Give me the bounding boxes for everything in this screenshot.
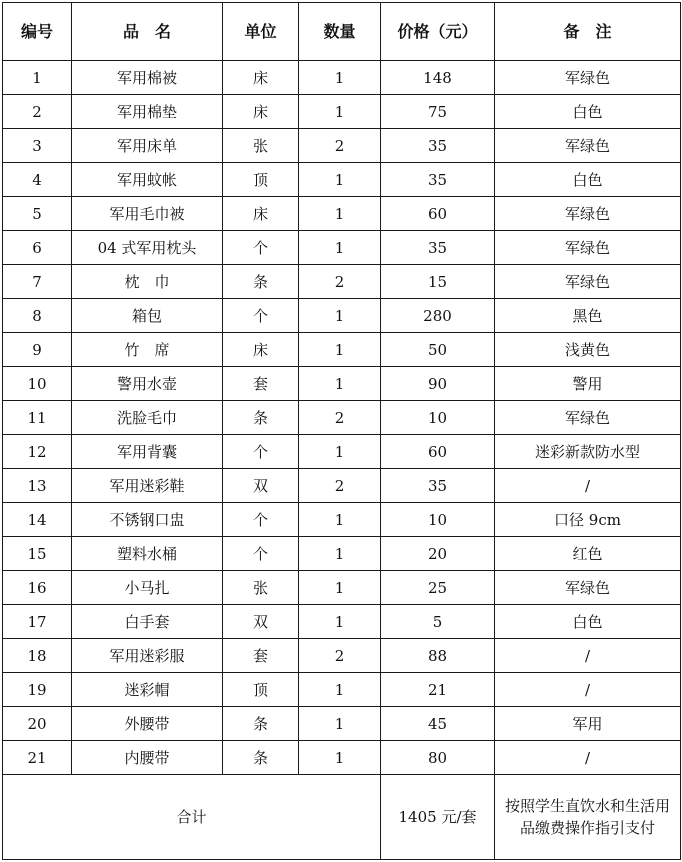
cell-item-name: 军用棉被	[72, 61, 223, 95]
cell-item-name: 军用迷彩服	[72, 639, 223, 673]
cell-item-name: 军用毛巾被	[72, 197, 223, 231]
cell-remarks: 迷彩新款防水型	[495, 435, 681, 469]
table-row	[3, 673, 681, 707]
supply-price-table	[2, 2, 681, 860]
cell-item-name: 内腰带	[72, 741, 223, 775]
cell-item-name: 塑料水桶	[72, 537, 223, 571]
cell-unit: 张	[223, 129, 299, 163]
header-row	[3, 3, 681, 61]
cell-unit: 套	[223, 367, 299, 401]
cell-unit: 条	[223, 707, 299, 741]
cell-quantity: 1	[299, 571, 381, 605]
table-row	[3, 197, 681, 231]
table-row	[3, 707, 681, 741]
cell-unit: 顶	[223, 163, 299, 197]
cell-remarks: 红色	[495, 537, 681, 571]
cell-price: 148	[381, 61, 495, 95]
cell-number: 13	[3, 469, 72, 503]
cell-unit: 床	[223, 333, 299, 367]
cell-quantity: 1	[299, 231, 381, 265]
cell-number: 14	[3, 503, 72, 537]
cell-number: 15	[3, 537, 72, 571]
cell-price: 50	[381, 333, 495, 367]
table-row	[3, 61, 681, 95]
cell-remarks: 黑色	[495, 299, 681, 333]
header-price: 价格（元）	[381, 3, 495, 61]
table-row	[3, 367, 681, 401]
cell-item-name: 不锈钢口盅	[72, 503, 223, 537]
cell-remarks: 军绿色	[495, 571, 681, 605]
cell-unit: 条	[223, 401, 299, 435]
cell-price: 25	[381, 571, 495, 605]
cell-quantity: 1	[299, 435, 381, 469]
cell-quantity: 1	[299, 503, 381, 537]
cell-unit: 条	[223, 265, 299, 299]
cell-number: 12	[3, 435, 72, 469]
cell-price: 60	[381, 197, 495, 231]
total-price: 1405 元/套	[381, 775, 495, 860]
table-row	[3, 129, 681, 163]
cell-quantity: 1	[299, 197, 381, 231]
cell-item-name: 警用水壶	[72, 367, 223, 401]
cell-quantity: 1	[299, 299, 381, 333]
cell-price: 35	[381, 163, 495, 197]
cell-price: 10	[381, 401, 495, 435]
cell-price: 80	[381, 741, 495, 775]
cell-item-name: 04 式军用枕头	[72, 231, 223, 265]
cell-quantity: 2	[299, 401, 381, 435]
cell-number: 21	[3, 741, 72, 775]
table-row	[3, 503, 681, 537]
cell-number: 8	[3, 299, 72, 333]
cell-quantity: 1	[299, 333, 381, 367]
cell-unit: 床	[223, 61, 299, 95]
cell-item-name: 军用床单	[72, 129, 223, 163]
cell-quantity: 2	[299, 265, 381, 299]
cell-remarks: 军绿色	[495, 129, 681, 163]
cell-price: 280	[381, 299, 495, 333]
cell-price: 35	[381, 231, 495, 265]
cell-price: 15	[381, 265, 495, 299]
cell-unit: 床	[223, 197, 299, 231]
cell-item-name: 白手套	[72, 605, 223, 639]
cell-item-name: 外腰带	[72, 707, 223, 741]
table-body	[3, 61, 681, 775]
cell-unit: 张	[223, 571, 299, 605]
cell-unit: 床	[223, 95, 299, 129]
table-row	[3, 265, 681, 299]
header-number: 编号	[3, 3, 72, 61]
cell-number: 20	[3, 707, 72, 741]
cell-number: 16	[3, 571, 72, 605]
cell-price: 90	[381, 367, 495, 401]
cell-number: 9	[3, 333, 72, 367]
total-label: 合计	[3, 775, 381, 860]
cell-number: 7	[3, 265, 72, 299]
cell-item-name: 军用蚊帐	[72, 163, 223, 197]
cell-quantity: 1	[299, 163, 381, 197]
cell-number: 1	[3, 61, 72, 95]
cell-unit: 双	[223, 605, 299, 639]
cell-remarks: 军绿色	[495, 197, 681, 231]
cell-quantity: 1	[299, 741, 381, 775]
cell-item-name: 小马扎	[72, 571, 223, 605]
cell-number: 17	[3, 605, 72, 639]
cell-item-name: 军用迷彩鞋	[72, 469, 223, 503]
cell-remarks: /	[495, 673, 681, 707]
table-row	[3, 469, 681, 503]
table-row	[3, 231, 681, 265]
cell-remarks: 军绿色	[495, 231, 681, 265]
table-row	[3, 401, 681, 435]
cell-item-name: 军用背囊	[72, 435, 223, 469]
cell-remarks: 军绿色	[495, 401, 681, 435]
cell-quantity: 1	[299, 673, 381, 707]
cell-quantity: 1	[299, 537, 381, 571]
cell-number: 5	[3, 197, 72, 231]
cell-remarks: /	[495, 469, 681, 503]
cell-price: 35	[381, 469, 495, 503]
cell-quantity: 2	[299, 129, 381, 163]
table-row	[3, 299, 681, 333]
cell-quantity: 1	[299, 367, 381, 401]
cell-remarks: 白色	[495, 95, 681, 129]
header-quantity: 数量	[299, 3, 381, 61]
cell-quantity: 1	[299, 707, 381, 741]
cell-item-name: 军用棉垫	[72, 95, 223, 129]
cell-unit: 个	[223, 435, 299, 469]
cell-remarks: 军用	[495, 707, 681, 741]
cell-item-name: 竹 席	[72, 333, 223, 367]
cell-remarks: 口径 9cm	[495, 503, 681, 537]
cell-unit: 个	[223, 299, 299, 333]
cell-price: 5	[381, 605, 495, 639]
table-row	[3, 435, 681, 469]
cell-unit: 双	[223, 469, 299, 503]
cell-item-name: 洗脸毛巾	[72, 401, 223, 435]
cell-unit: 个	[223, 537, 299, 571]
header-unit: 单位	[223, 3, 299, 61]
cell-number: 10	[3, 367, 72, 401]
cell-item-name: 枕 巾	[72, 265, 223, 299]
total-row	[3, 775, 681, 860]
cell-unit: 套	[223, 639, 299, 673]
cell-number: 6	[3, 231, 72, 265]
cell-remarks: 警用	[495, 367, 681, 401]
cell-unit: 个	[223, 503, 299, 537]
cell-number: 2	[3, 95, 72, 129]
header-item-name: 品 名	[72, 3, 223, 61]
cell-quantity: 1	[299, 95, 381, 129]
cell-price: 88	[381, 639, 495, 673]
cell-quantity: 1	[299, 61, 381, 95]
cell-remarks: /	[495, 741, 681, 775]
cell-remarks: /	[495, 639, 681, 673]
cell-remarks: 白色	[495, 163, 681, 197]
cell-unit: 个	[223, 231, 299, 265]
table-row	[3, 741, 681, 775]
cell-number: 3	[3, 129, 72, 163]
cell-quantity: 2	[299, 469, 381, 503]
cell-price: 75	[381, 95, 495, 129]
header-remarks: 备 注	[495, 3, 681, 61]
cell-number: 4	[3, 163, 72, 197]
table-row	[3, 639, 681, 673]
table-row	[3, 333, 681, 367]
cell-unit: 顶	[223, 673, 299, 707]
cell-number: 19	[3, 673, 72, 707]
cell-remarks: 浅黄色	[495, 333, 681, 367]
table-row	[3, 163, 681, 197]
cell-price: 35	[381, 129, 495, 163]
cell-price: 60	[381, 435, 495, 469]
cell-item-name: 箱包	[72, 299, 223, 333]
table-row	[3, 95, 681, 129]
cell-price: 21	[381, 673, 495, 707]
cell-quantity: 2	[299, 639, 381, 673]
table-row	[3, 537, 681, 571]
cell-remarks: 军绿色	[495, 61, 681, 95]
cell-number: 11	[3, 401, 72, 435]
cell-remarks: 军绿色	[495, 265, 681, 299]
cell-item-name: 迷彩帽	[72, 673, 223, 707]
cell-price: 45	[381, 707, 495, 741]
cell-quantity: 1	[299, 605, 381, 639]
table-row	[3, 605, 681, 639]
cell-unit: 条	[223, 741, 299, 775]
cell-remarks: 白色	[495, 605, 681, 639]
table-row	[3, 571, 681, 605]
cell-number: 18	[3, 639, 72, 673]
total-note: 按照学生直饮水和生活用品缴费操作指引支付	[495, 775, 681, 860]
cell-price: 10	[381, 503, 495, 537]
cell-price: 20	[381, 537, 495, 571]
